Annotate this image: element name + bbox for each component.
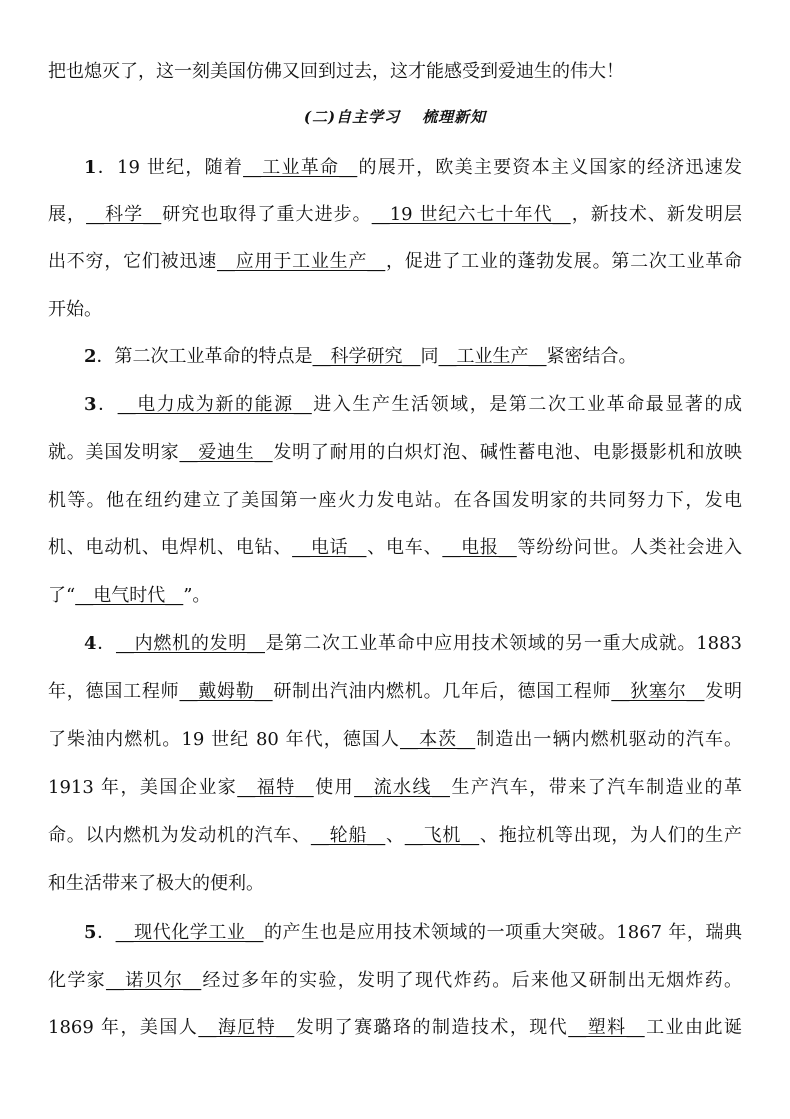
text-line bbox=[48, 441, 742, 465]
text-segment: 的展开，欧美主要资本主义国家的经济迅速发 bbox=[357, 157, 742, 178]
section-heading-part1: (二)自主学习 bbox=[303, 108, 401, 126]
text-segment: 经过多年的实验，发明了现代炸药。后来他又研制出无烟炸药。 bbox=[201, 970, 743, 991]
item-number: 5 bbox=[84, 922, 97, 943]
text-line bbox=[48, 250, 742, 274]
answer-blank: __应用于工业生产__ bbox=[217, 251, 386, 272]
text-segment: 发明了耐用的白炽灯泡、碱性蓄电池、电影摄影机和放映 bbox=[272, 442, 743, 463]
text-line bbox=[48, 203, 742, 227]
text-line bbox=[48, 680, 742, 704]
text-segment: 、 bbox=[385, 825, 405, 846]
text-line bbox=[48, 536, 742, 560]
item-number: 2 bbox=[84, 346, 97, 367]
text-segment: 制造出一辆内燃机驱动的汽车。 bbox=[475, 729, 743, 750]
text-segment: 是第二次工业革命中应用技术领域的另一重大成就。1883 bbox=[265, 633, 743, 654]
text-line bbox=[84, 632, 742, 656]
section-heading-part2: 梳理新知 bbox=[422, 108, 487, 126]
text-segment: 机等。他在纽约建立了美国第一座火力发电站。在各国发明家的共同努力下，发电 bbox=[48, 490, 742, 511]
text-segment: 化学家 bbox=[48, 970, 106, 991]
text-segment: 、电车、 bbox=[366, 537, 443, 558]
answer-blank: __塑料__ bbox=[568, 1017, 645, 1038]
answer-blank: __科学__ bbox=[86, 204, 162, 225]
answer-blank: __狄塞尔__ bbox=[611, 681, 705, 702]
item-number: 3 bbox=[84, 394, 97, 415]
answer-blank: __工业生产__ bbox=[438, 346, 547, 367]
text-line bbox=[48, 298, 742, 322]
text-segment: 生产汽车，带来了汽车制造业的革 bbox=[449, 777, 742, 798]
answer-blank: __工业革命__ bbox=[243, 157, 358, 178]
text-segment: 发明了赛璐珞的制造技术，现代 bbox=[294, 1017, 569, 1038]
text-segment: 进入生产生活领域，是第二次工业革命最显著的成 bbox=[311, 394, 743, 415]
answer-blank: __电报__ bbox=[442, 537, 517, 558]
text-segment: ．第二次工业革命的特点是 bbox=[96, 346, 313, 367]
text-segment: ． bbox=[96, 394, 118, 415]
text-segment: 命。以内燃机为发动机的汽车、 bbox=[48, 825, 311, 846]
answer-blank: __电力成为新的能源__ bbox=[117, 394, 312, 415]
text-segment: 和生活带来了极大的便利。 bbox=[48, 873, 264, 894]
answer-blank: __本茨__ bbox=[400, 729, 476, 750]
answer-blank: __戴姆勒__ bbox=[179, 681, 273, 702]
text-segment: 展， bbox=[48, 204, 87, 225]
text-segment: ．19 世纪，随着 bbox=[96, 157, 244, 178]
text-line bbox=[48, 1016, 742, 1040]
text-segment: 1913 年，美国企业家 bbox=[48, 777, 238, 798]
text-line bbox=[48, 872, 742, 896]
text-segment: 研制出汽油内燃机。几年后，德国工程师 bbox=[272, 681, 612, 702]
text-line bbox=[84, 921, 742, 945]
text-segment: 、拖拉机等出现，为人们的生产 bbox=[479, 825, 743, 846]
text-segment: 就。美国发明家 bbox=[48, 442, 180, 463]
item-number: 4 bbox=[84, 633, 97, 654]
text-segment: 发明 bbox=[704, 681, 743, 702]
answer-blank: __爱迪生__ bbox=[179, 442, 273, 463]
answer-blank: __诺贝尔__ bbox=[105, 970, 202, 991]
text-line bbox=[48, 584, 742, 608]
text-segment: 使用 bbox=[313, 777, 355, 798]
text-segment: 研究也取得了重大进步。 bbox=[161, 204, 372, 225]
answer-blank: __流水线__ bbox=[354, 777, 450, 798]
text-segment: 机、电动机、电焊机、电钻、 bbox=[48, 537, 293, 558]
text-segment: 开始。 bbox=[48, 299, 102, 320]
text-line bbox=[84, 393, 742, 417]
text-segment: 年，德国工程师 bbox=[48, 681, 180, 702]
intro-line: 把也熄灭了，这一刻美国仿佛又回到过去，这才能感受到爱迪生的伟大！ bbox=[48, 61, 624, 82]
answer-blank: __轮船__ bbox=[310, 825, 386, 846]
text-line bbox=[84, 345, 742, 369]
answer-blank: __电话__ bbox=[292, 537, 367, 558]
answer-blank: __内燃机的发明__ bbox=[115, 633, 265, 654]
item-number: 1 bbox=[84, 157, 97, 178]
answer-blank: __电气时代__ bbox=[75, 585, 184, 606]
text-segment: ，新技术、新发明层 bbox=[570, 204, 743, 225]
text-line bbox=[48, 824, 742, 848]
text-segment: 了“ bbox=[48, 585, 76, 606]
text-segment: 1869 年，美国人 bbox=[48, 1017, 199, 1038]
section-heading bbox=[0, 106, 790, 127]
answer-blank: __现代化学工业__ bbox=[115, 922, 264, 943]
text-line bbox=[48, 776, 742, 800]
text-segment: 了柴油内燃机。19 世纪 80 年代，德国人 bbox=[48, 729, 401, 750]
text-line bbox=[48, 489, 742, 513]
text-segment: 等纷纷问世。人类社会进入 bbox=[516, 537, 743, 558]
text-segment: ． bbox=[96, 922, 116, 943]
text-segment: 工业由此诞 bbox=[644, 1017, 742, 1038]
text-line bbox=[84, 156, 742, 180]
answer-blank: __海厄特__ bbox=[198, 1017, 295, 1038]
text-line bbox=[48, 969, 742, 993]
answer-blank: __19 世纪六七十年代__ bbox=[371, 204, 571, 225]
text-segment: ． bbox=[96, 633, 116, 654]
text-segment: ，促进了工业的蓬勃发展。第二次工业革命 bbox=[385, 251, 743, 272]
text-segment: 的产生也是应用技术领域的一项重大突破。1867 年，瑞典 bbox=[263, 922, 743, 943]
text-segment: 同 bbox=[420, 346, 439, 367]
answer-blank: __福特__ bbox=[237, 777, 314, 798]
text-segment: ”。 bbox=[183, 585, 211, 606]
answer-blank: __飞机__ bbox=[404, 825, 480, 846]
text-segment: 紧密结合。 bbox=[546, 346, 637, 367]
text-line bbox=[48, 728, 742, 752]
text-segment: 出不穷，它们被迅速 bbox=[48, 251, 217, 272]
answer-blank: __科学研究__ bbox=[312, 346, 421, 367]
